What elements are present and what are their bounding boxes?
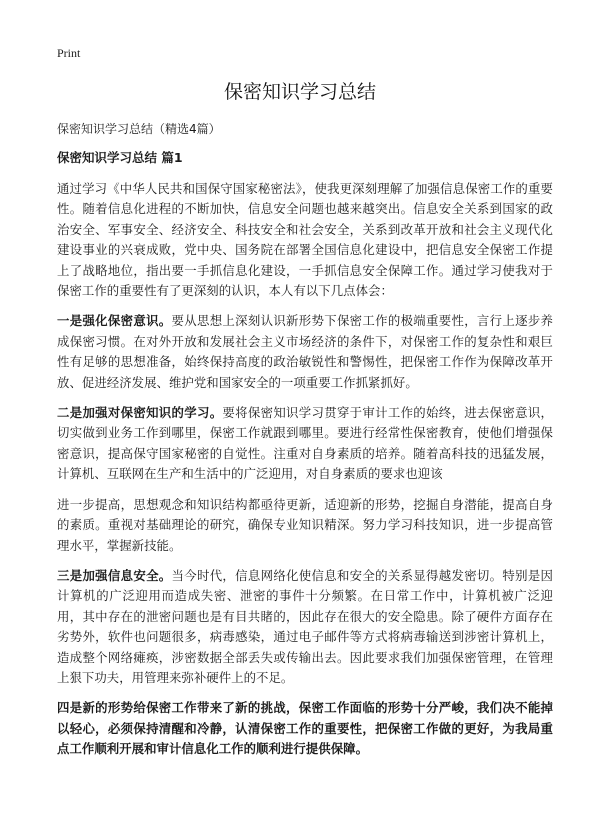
print-label[interactable]: Print [57, 46, 81, 60]
section-heading: 保密知识学习总结 篇1 [57, 150, 183, 165]
paragraph-point-four: 四是新的形势给保密工作带来了新的挑战，保密工作面临的形势十分严峻，我们决不能掉以轻心，必须保持清醒和冷静，认清保密工作的重要性，把保密工作做的更好，为我局重点工作顺利开展和审计信息化工作的顺利进行提供保障。 [57, 700, 553, 757]
paragraph-point-two-continued: 进一步提高，思想观念和知识结构都亟待更新，适迎新的形势，挖掘自身潜能，提高自身的素质。重视对基础理论的研究，确保专业知识精深。努力学习科技知识，进一步提高管理水平，掌握新技能。 [57, 496, 553, 553]
paragraph-intro: 通过学习《中华人民共和国保守国家秘密法》，使我更深刻理解了加强信息保密工作的重要性。随着信息化进程的不断加快，信息安全问题也越来越突出。信息安全关系到国家的政治安全、军事安全、经济安全、科技安全和社会安全，关系到改革开放和社会主义现代化建设事业的兴衰成败，党中央、国务院在部署全国信息化建设中，把信息安全保密工作提上了战略地位，指出要一手抓信息化建设，一手抓信息安全保障工作。通过学习使我对于保密工作的重要性有了更深刻的认识，本人有以下几点体会： [57, 181, 553, 299]
paragraph-point-one [57, 311, 553, 393]
paragraph-point-one-lead: 一是强化保密意识。 [57, 313, 172, 329]
paragraph-point-three-text: 当今时代，信息网络化使信息和安全的关系显得越发密切。特别是因计算机的广泛迎用而造成失密、泄密的事件十分频繁。在日常工作中，计算机被广泛迎用，其中存在的泄密问题也是有目共睹的，因此存在很大的安全隐患。除了硬件方面存在劣势外，软件也问题很多，病毒感染，通过电子邮件等方式将病毒输送到涉密计算机上，造成整个网络瘫痪，涉密数据全部丢失或传输出去。因此要求我们加强保密管理，在管理上狠下功夫，用管理来弥补硬件上的不足。 [57, 567, 554, 685]
paragraph-point-three-lead: 三是加强信息安全。 [57, 567, 172, 583]
page-title: 保密知识学习总结 [223, 81, 376, 103]
document-subtitle: 保密知识学习总结（精选4篇） [57, 122, 221, 136]
paragraph-point-three [57, 566, 553, 688]
article-body [57, 179, 553, 770]
paragraph-point-two-lead: 二是加强对保密知识的学习。 [57, 405, 223, 421]
paragraph-point-two [57, 403, 553, 485]
paragraph-point-two-text: 要将保密知识学习贯穿于审计工作的始终，进去保密意识，切实做到业务工作到哪里，保密工作就跟到哪里。要进行经常性保密教育，使他们增强保密意识，提高保守国家秘密的自觉性。注重对自身素质的培养。随着高科技的迅猛发展，计算机、互联网在生产和生活中的广泛迎用，对自身素质的要求也迎该 [57, 405, 553, 482]
paragraph-point-one-text: 要从思想上深刻认识新形势下保密工作的极端重要性，言行上逐步养成保密习惯。在对外开放和发展社会主义市场经济的条件下，对保密工作的复杂性和艰巨性有足够的思想准备，始终保持高度的政治敏锐性和警惕性，把保密工作作为保障改革开放、促进经济发展、维护党和国家安全的一项重要工作抓紧抓好。 [57, 313, 554, 390]
